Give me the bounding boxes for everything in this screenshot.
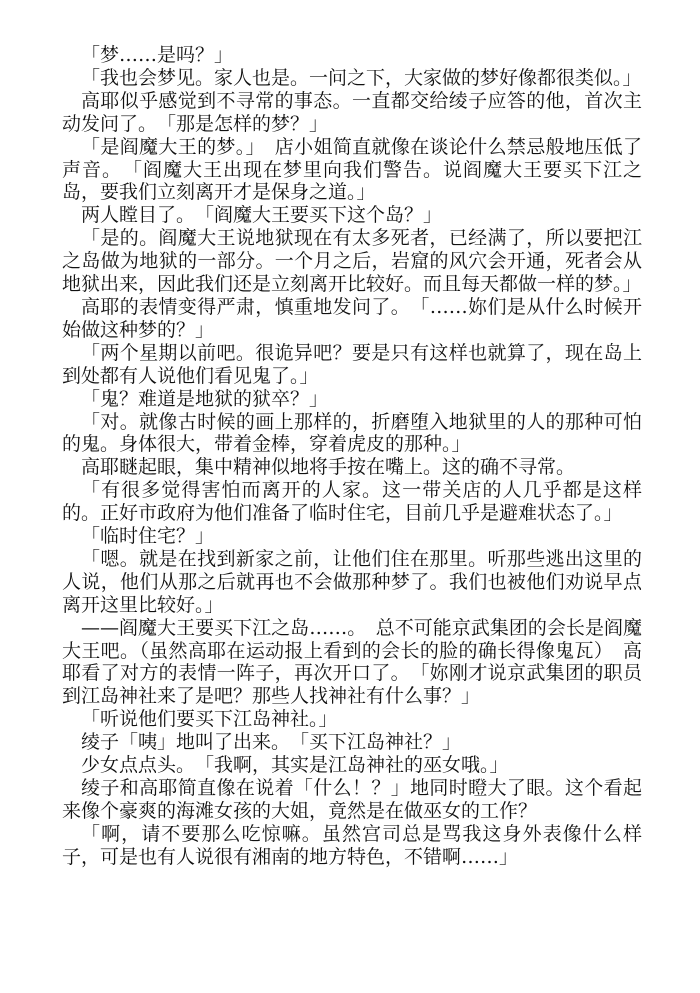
paragraph: 两人瞠目了。 「阎魔大王要买下这个岛？」 [81,204,443,227]
paragraph: 绫子和高耶简直像在说着「什么！？」地同时瞪大了眼。这个看起来像个豪爽的海滩女孩的大姐，竟然是在做巫女的工作？ [62,777,642,822]
paragraph: 高耶的表情变得严肃，慎重地发问了。 「……妳们是从什么时候开始做这种梦的？」 [62,295,642,341]
paragraph: 「鬼？难道是地狱的狱卒？」 [81,387,329,410]
paragraph: 「是阎魔大王的梦。」 店小姐简直就像在谈论什么禁忌般地压低了声音。 「阎魔大王出现在梦里向我们警告。说阎魔大王要买下江之岛，要我们立刻离开才是保身之道。」 [62,135,642,204]
paragraph: 「对。就像古时候的画上那样的，折磨堕入地狱里的人的那种可怕的鬼。身体很大，带着金棒，穿着虎皮的那种。」 [62,410,642,456]
paragraph: 「临时住宅？」 [81,525,215,548]
paragraph: 绫子「咦」地叫了出来。 「买下江岛神社？」 [81,731,462,754]
paragraph: 少女点点头。 「我啊，其实是江岛神社的巫女哦。」 [81,754,509,777]
paragraph: 高耶似乎感觉到不寻常的事态。一直都交给绫子应答的他，首次主动发问了。 「那是怎样的梦？」 [62,89,642,135]
paragraph: ——阎魔大王要买下江之岛……。 总不可能京武集团的会长是阎魔大王吧。（虽然高耶在运动报上看到的会长的脸的确长得像鬼瓦） 高耶看了对方的表情一阵子，再次开口了。 「妳刚才说京武集团的职员到江岛神社来了是吧？那些人找神社有什么事？」 [62,616,642,708]
paragraph: 「两个星期以前吧。很诡异吧？要是只有这样也就算了，现在岛上到处都有人说他们看见鬼了。」 [62,341,642,387]
paragraph: 「听说他们要买下江岛神社。」 [81,708,338,731]
paragraph: 高耶瞇起眼，集中精神似地将手按在嘴上。这的确不寻常。 [81,456,576,479]
paragraph: 「是的。阎魔大王说地狱现在有太多死者，已经满了，所以要把江之岛做为地狱的一部分。一个月之后，岩窟的风穴会开通，死者会从地狱出来，因此我们还是立刻离开比较好。而且每天都做一样的梦。」 [62,227,642,296]
novel-page [62,44,642,869]
paragraph: 「梦……是吗？」 [81,44,234,66]
paragraph: 「嗯。就是在找到新家之前，让他们住在那里。听那些逃出这里的人说，他们从那之后就再也不会做那种梦了。我们也被他们劝说早点离开这里比较好。」 [62,547,642,616]
paragraph: 「啊，请不要那么吃惊嘛。虽然宫司总是骂我这身外表像什么样子，可是也有人说很有湘南的地方特色，不错啊……」 [62,822,642,868]
paragraph: 「有很多觉得害怕而离开的人家。这一带关店的人几乎都是这样的。正好市政府为他们准备了临时住宅，目前几乎是避难状态了。」 [62,479,642,525]
paragraph: 「我也会梦见。家人也是。一问之下，大家做的梦好像都很类似。」 [81,66,642,89]
